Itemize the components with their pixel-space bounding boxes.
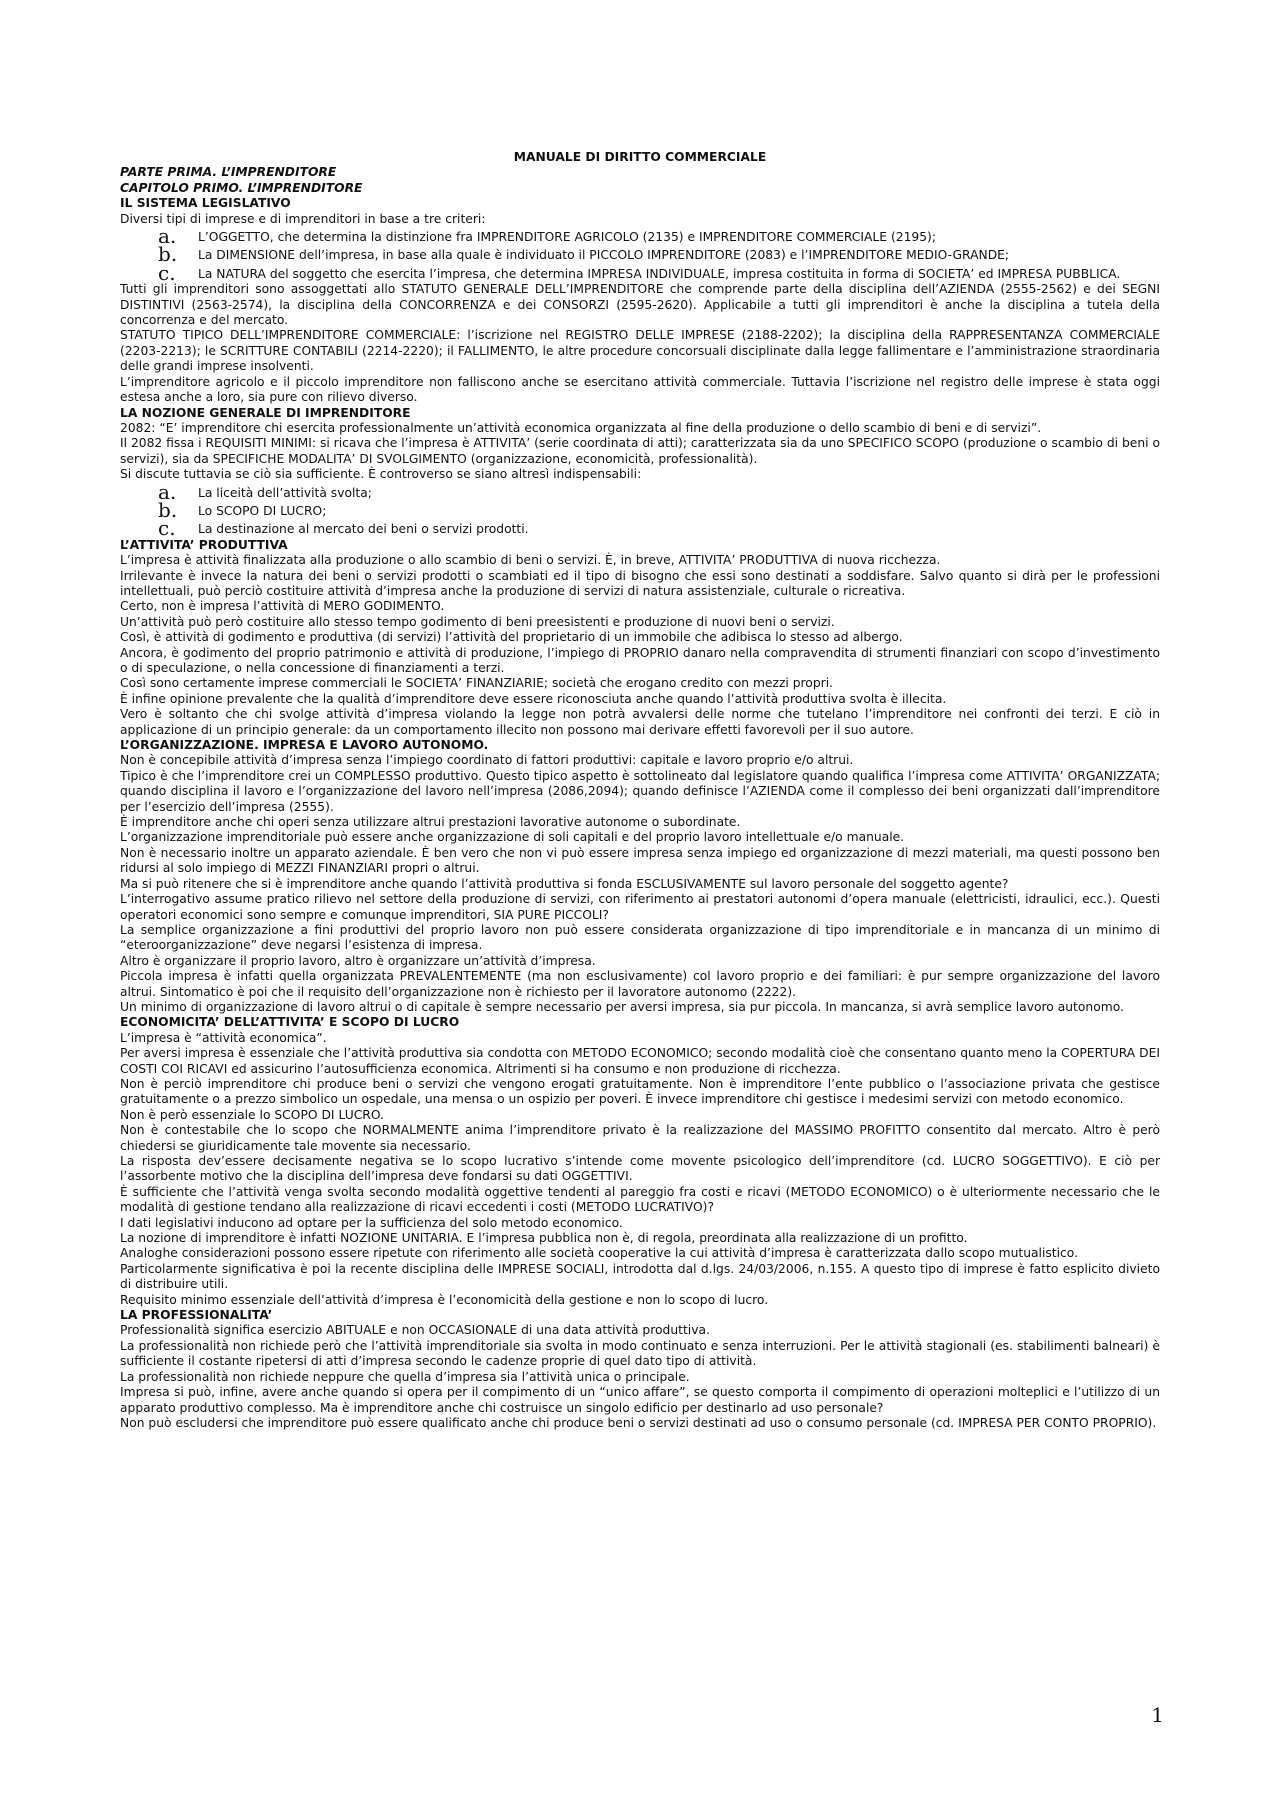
paragraph: La professionalità non richiede neppure che quella d’impresa sia l’attività unica o principale. [120, 1369, 690, 1384]
section-heading: ECONOMICITA’ DELL’ATTIVITA’ E SCOPO DI LUCRO [120, 1015, 460, 1030]
paragraph: Così sono certamente imprese commerciali le SOCIETA’ FINANZIARIE; società che erogano credito con mezzi propri. [120, 676, 834, 691]
paragraph: La semplice organizzazione a fini produttivi del proprio lavoro non può essere considerata organizzazione di tipo imprenditoriale e in mancanza di un minimo di “eteroorganizzazione” deve negarsi l’esistenza di impresa. [120, 922, 1160, 953]
paragraph: Professionalità significa esercizio ABITUALE e non OCCASIONALE di una data attività produttiva. [120, 1323, 710, 1338]
paragraph: Ancora, è godimento del proprio patrimonio e attività di produzione, l’impiego di PROPRIO danaro nella compravendita di strumenti finanziari con scopo d’investimento o di speculazione, o nella concessione di finanziamenti a terzi. [120, 645, 1160, 675]
list-marker: c. [158, 516, 176, 541]
page-number: 1 [1151, 1703, 1164, 1727]
paragraph: L’imprenditore agricolo e il piccolo imprenditore non falliscono anche se esercitano attività commerciale. Tuttavia l’iscrizione nel registro delle imprese è stata oggi estesa anche a loro, sia pure con rilievo diverso. [120, 374, 1160, 405]
paragraph: Particolarmente significativa è poi la recente disciplina delle IMPRESE SOCIALI, introdotta dal d.lgs. 24/03/2006, n.155. A questo tipo di imprese è fatto esplicito divieto di distribuire utili. [120, 1261, 1160, 1292]
list-item-text: La liceità dell’attività svolta; [198, 485, 372, 500]
paragraph: Un minimo di organizzazione di lavoro altrui o di capitale è sempre necessario per aversi impresa, sia pur piccola. In mancanza, si avrà semplice lavoro autonomo. [120, 999, 1124, 1014]
paragraph: Tipico è che l’imprenditore crei un COMPLESSO produttivo. Questo tipico aspetto è sottolineato dal legislatore quando qualifica l’impresa come ATTIVITA’ ORGANIZZATA; quando disciplina il lavoro e l’organizzazione del lavoro nell’impresa (2086,2094); quando definisce l’AZIENDA come il complesso dei beni organizzati dall’imprenditore per l’esercizio dell’impresa (2555). [120, 768, 1160, 814]
list-item-text: La NATURA del soggetto che esercita l’impresa, che determina IMPRESA INDIVIDUALE, impresa costituita in forma di SOCIETA’ ed IMPRESA PUBBLICA. [198, 266, 1121, 281]
list-item [120, 479, 1160, 504]
paragraph: La professionalità non richiede però che l’attività imprenditoriale sia svolta in modo continuato e senza interruzioni. Per le attività stagionali (es. stabilimenti balneari) è sufficiente il costante ripetersi di atti d’impresa secondo le cadenze proprie di quel dato tipo di attività. [120, 1338, 1160, 1369]
paragraph: Ma si può ritenere che si è imprenditore anche quando l’attività produttiva si fonda ESCLUSIVAMENTE sul lavoro personale del soggetto agente? [120, 876, 1009, 891]
paragraph: Un’attività può però costituire allo stesso tempo godimento di beni preesistenti e produzione di nuovi beni o servizi. [120, 614, 835, 629]
paragraph: Vero è soltanto che chi svolge attività d’impresa violando la legge non potrà avvalersi delle norme che tutelano l’imprenditore nei confronti dei terzi. E ciò in applicazione di un principio generale: da un comportamento illecito non possono mai derivare effetti favorevoli per il suo autore. [120, 707, 1160, 737]
paragraph: Non è perciò imprenditore chi produce beni o servizi che vengono erogati gratuitamente. Non è imprenditore l’ente pubblico o l’associazione privata che gestisce gratuitamente o a prezzo simbolico un ospedale, una mensa o un ospizio per poveri. È invece imprenditore chi gestisce i medesimi servizi con metodo economico. [120, 1076, 1160, 1107]
list-marker: c. [158, 260, 176, 285]
paragraph: Diversi tipi di imprese e di imprenditori in base a tre criteri: [120, 211, 486, 226]
list-item [120, 224, 1160, 249]
paragraph: È imprenditore anche chi operi senza utilizzare altrui prestazioni lavorative autonome o subordinate. [120, 815, 741, 830]
list-item [120, 242, 1160, 267]
paragraph: Analoghe considerazioni possono essere ripetute con riferimento alle società cooperative la cui attività d’impresa è caratterizzata dallo scopo mutualistico. [120, 1246, 1079, 1261]
list-marker: b. [158, 497, 178, 522]
paragraph: Così, è attività di godimento e produttiva (di servizi) l’attività del proprietario di un immobile che adibisca lo stesso ad albergo. [120, 630, 903, 645]
paragraph: Non è necessario inoltre un apparato aziendale. È ben vero che non vi può essere impresa senza impiego ed organizzazione di mezzi materiali, ma questi possono ben ridursi al solo impiego di MEZZI FINANZIARI propri o altrui. [120, 845, 1160, 876]
paragraph: È infine opinione prevalente che la qualità d’imprenditore deve essere riconosciuta anche quando l’attività produttiva svolta è illecita. [120, 691, 947, 706]
section-heading: LA NOZIONE GENERALE DI IMPRENDITORE [120, 405, 411, 420]
list-item-text: Lo SCOPO DI LUCRO; [198, 503, 327, 518]
paragraph: L’impresa è “attività economica”. [120, 1030, 327, 1045]
document-title: MANUALE DI DIRITTO COMMERCIALE [513, 150, 767, 164]
list-marker: a. [158, 479, 177, 504]
paragraph: La risposta dev’essere decisamente negativa se lo scopo lucrativo s’intende come movente psicologico dell’imprenditore (cd. LUCRO SOGGETTIVO). E ciò per l’assorbente motivo che la disciplina dell’impresa deve fondarsi su dati OGGETTIVI. [120, 1154, 1160, 1184]
paragraph: Non è concepibile attività d’impresa senza l’impiego coordinato di fattori produttivi: capitale e lavoro proprio e/o altrui. [120, 753, 854, 768]
list-marker: a. [158, 224, 177, 249]
list-marker: b. [158, 242, 178, 267]
paragraph: Altro è organizzare il proprio lavoro, altro è organizzare un’attività d’impresa. [120, 953, 596, 968]
section-heading: L’ATTIVITA’ PRODUTTIVA [120, 537, 288, 552]
paragraph: L’impresa è attività finalizzata alla produzione o allo scambio di beni o servizi. È, in breve, ATTIVITA’ PRODUTTIVA di nuova ricchezza. [120, 553, 941, 568]
paragraph: 2082: “E’ imprenditore chi esercita professionalmente un’attività economica organizzata al fine della produzione o dello scambio di beni e di servizi”. [120, 420, 1042, 435]
section-heading: LA PROFESSIONALITA’ [120, 1308, 273, 1323]
list-item-text: La DIMENSIONE dell’impresa, in base alla quale è individuato il PICCOLO IMPRENDITORE (2083) e l’IMPRENDITORE MEDIO-GRANDE; [198, 248, 1010, 263]
paragraph: Certo, non è impresa l’attività di MERO GODIMENTO. [120, 599, 445, 614]
paragraph: Si discute tuttavia se ciò sia sufficiente. È controverso se siano altresì indispensabili: [120, 467, 642, 482]
paragraph: Il 2082 fissa i REQUISITI MINIMI: si ricava che l’impresa è ATTIVITA’ (serie coordinata di atti); caratterizzata sia da uno SPECIFICO SCOPO (produzione o scambio di beni o servizi), sia da SPECIFICHE MODALITA’ DI SVOLGIMENTO (organizzazione, economicità, professionalità). [120, 436, 1160, 466]
paragraph: Requisito minimo essenziale dell’attività d’impresa è l’economicità della gestione e non lo scopo di lucro. [120, 1292, 769, 1307]
part-heading: PARTE PRIMA. L’IMPRENDITORE [120, 165, 337, 180]
list-item-text: L’OGGETTO, che determina la distinzione fra IMPRENDITORE AGRICOLO (2135) e IMPRENDITORE COMMERCIALE (2195); [198, 230, 936, 245]
list-item-text: La destinazione al mercato dei beni o servizi prodotti. [198, 522, 529, 537]
paragraph: Non può escludersi che imprenditore può essere qualificato anche chi produce beni o servizi destinati ad uso o consumo personale (cd. IMPRESA PER CONTO PROPRIO). [120, 1415, 1157, 1430]
paragraph: I dati legislativi inducono ad optare per la sufficienza del solo metodo economico. [120, 1215, 623, 1230]
list-item [120, 497, 1160, 522]
paragraph: Non è contestabile che lo scopo che NORMALMENTE anima l’imprenditore privato è la realizzazione del MASSIMO PROFITTO consentito dal mercato. Altro è però chiedersi se giuridicamente tale movente sia necessario. [120, 1123, 1160, 1153]
list-item [120, 516, 1160, 541]
paragraph: È sufficiente che l’attività venga svolta secondo modalità oggettive tendenti al pareggio fra costi e ricavi (METODO ECONOMICO) o è ulteriormente necessario che le modalità di gestione tendano alla realizzazione di ricavi eccedenti i costi (METODO LUCRATIVO)? [120, 1184, 1160, 1215]
requirements-list [120, 479, 1160, 541]
paragraph: L’interrogativo assume pratico rilievo nel settore della produzione di servizi, con riferimento ai prestatori autonomi d’opera manuale (elettricisti, idraulici, ecc.). Questi operatori economici sono sempre e comunque imprenditori, SIA PURE PICCOLI? [120, 892, 1160, 922]
section-heading: L’ORGANIZZAZIONE. IMPRESA E LAVORO AUTONOMO. [120, 738, 489, 753]
document-body [120, 150, 1160, 1431]
criteria-list [120, 224, 1160, 285]
paragraph: L’organizzazione imprenditoriale può essere anche organizzazione di soli capitali e del proprio lavoro intellettuale e/o manuale. [120, 830, 905, 845]
list-item [120, 260, 1160, 285]
paragraph: Impresa si può, infine, avere anche quando si opera per il compimento di un “unico affare”, se questo comporta il compimento di operazioni molteplici e l’utilizzo di un apparato produttivo complesso. Ma è imprenditore anche chi costruisce un singolo edificio per destinarlo ad uso personale? [120, 1385, 1160, 1415]
chapter-heading: CAPITOLO PRIMO. L’IMPRENDITORE [120, 180, 363, 195]
paragraph: Per aversi impresa è essenziale che l’attività produttiva sia condotta con METODO ECONOMICO; secondo modalità cioè che consentano quanto meno la COPERTURA DEI COSTI COI RICAVI ed assicurino l’autosufficienza economica. Altrimenti si ha consumo e non produzione di ricchezza. [120, 1046, 1160, 1076]
paragraph: Tutti gli imprenditori sono assoggettati allo STATUTO GENERALE DELL’IMPRENDITORE che comprende parte della disciplina dell’AZIENDA (2555-2562) e dei SEGNI DISTINTIVI (2563-2574), la disciplina della CONCORRENZA e dei CONSORZI (2595-2620). Applicabile a tutti gli imprenditori è anche la disciplina a tutela della concorrenza e del mercato. [120, 282, 1160, 328]
paragraph: Piccola impresa è infatti quella organizzata PREVALENTEMENTE (ma non esclusivamente) col lavoro proprio e dei familiari: è pur sempre organizzazione del lavoro altrui. Sintomatico è poi che il requisito dell’organizzazione non è richiesto per il lavoratore autonomo (2222). [120, 969, 1160, 999]
paragraph: STATUTO TIPICO DELL’IMPRENDITORE COMMERCIALE: l’iscrizione nel REGISTRO DELLE IMPRESE (2188-2202); la disciplina della RAPPRESENTANZA COMMERCIALE (2203-2213); le SCRITTURE CONTABILI (2214-2220); il FALLIMENTO, le altre procedure concorsuali disciplinate dalla legge fallimentare e l’amministrazione straordinaria delle grandi imprese insolventi. [120, 328, 1160, 374]
paragraph: Irrilevante è invece la natura dei beni o servizi prodotti o scambiati ed il tipo di bisogno che essi sono destinati a soddisfare. Salvo quanto si dirà per le professioni intellettuali, può perciò costituire attività d’impresa anche la produzione di servizi di natura assistenziale, culturale o ricreativa. [120, 568, 1160, 598]
paragraph: Non è però essenziale lo SCOPO DI LUCRO. [120, 1107, 384, 1122]
section-heading: IL SISTEMA LEGISLATIVO [120, 196, 291, 211]
paragraph: La nozione di imprenditore è infatti NOZIONE UNITARIA. E l’impresa pubblica non è, di regola, preordinata alla realizzazione di un profitto. [120, 1231, 968, 1246]
